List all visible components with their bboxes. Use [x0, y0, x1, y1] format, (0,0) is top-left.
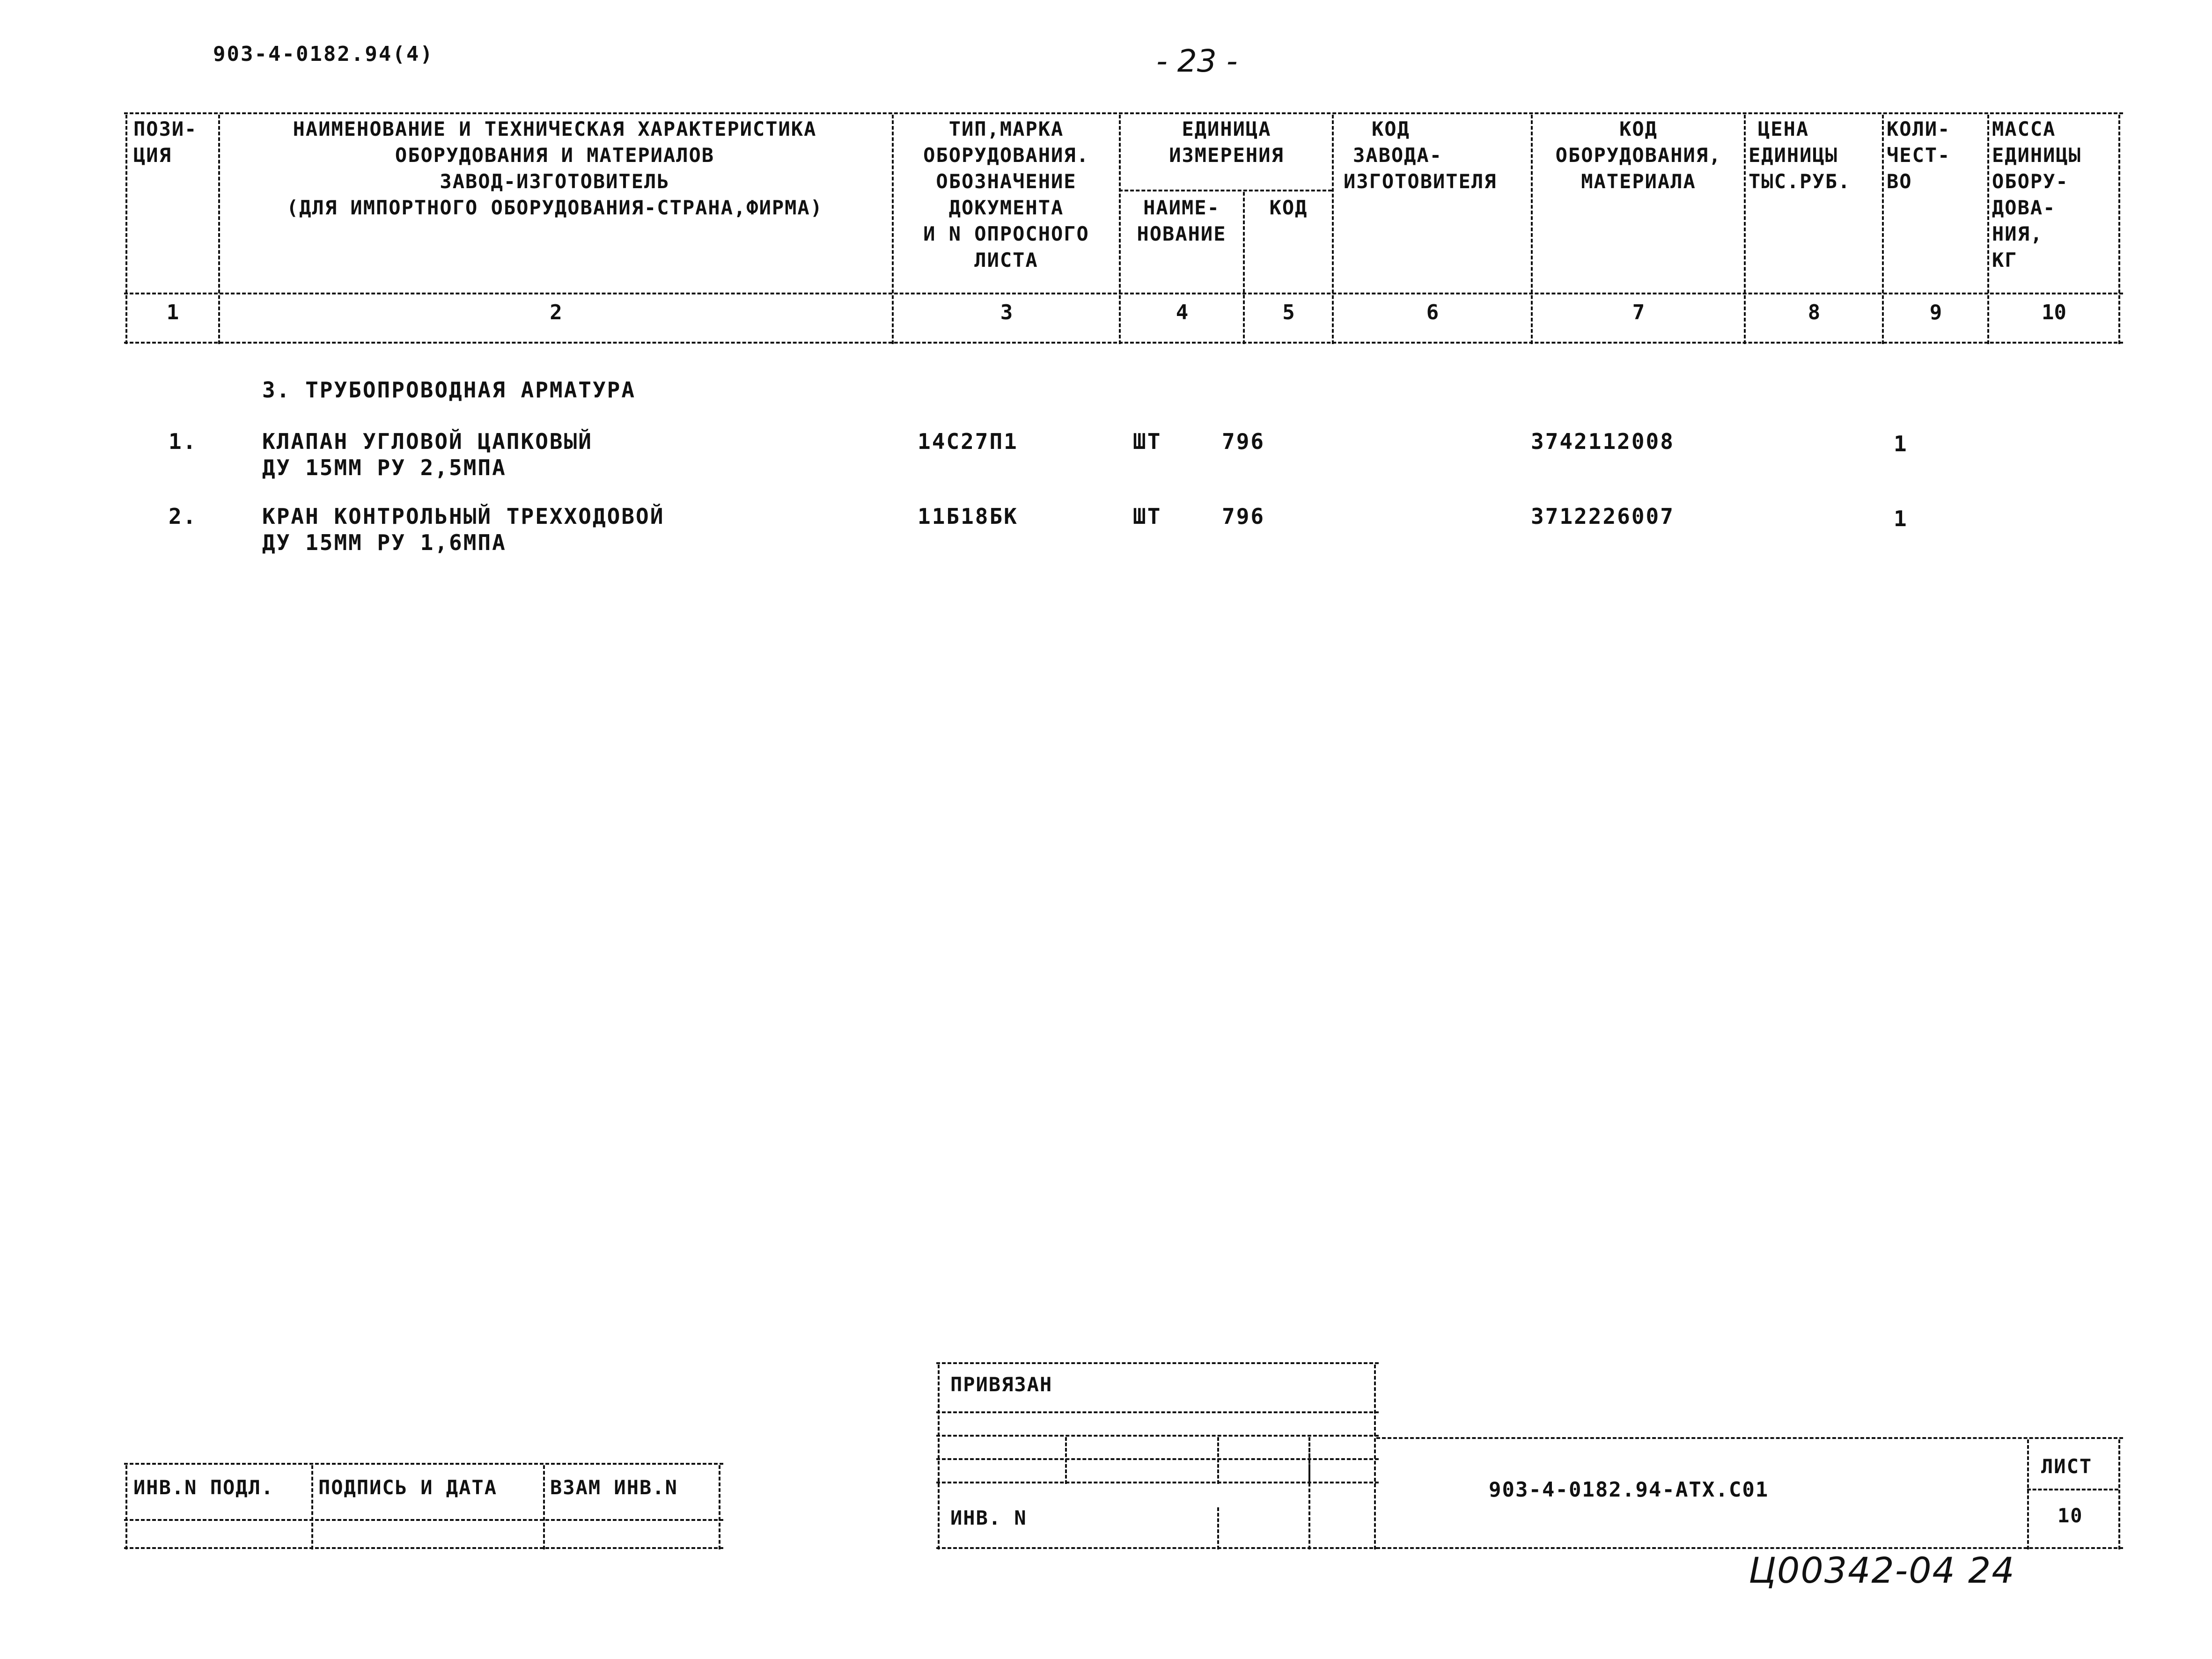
- header-equipment-code: КОД ОБОРУДОВАНИЯ, МАТЕРИАЛА: [1555, 117, 1722, 193]
- row-name: КРАН КОНТРОЛЬНЫЙ ТРЕХХОДОВОЙ ДУ 15ММ РУ 1,6МПА: [262, 504, 665, 555]
- page-number: - 23 -: [1156, 43, 1238, 79]
- row-position: 2.: [169, 504, 198, 529]
- header-manufacturer-code: КОД ЗАВОДА- ИЗГОТОВИТЕЛЯ: [1344, 117, 1497, 193]
- stamp-replaced-inv: ВЗАМ ИНВ.N: [550, 1476, 678, 1499]
- header-type: ТИП,МАРКА ОБОРУДОВАНИЯ. ОБОЗНАЧЕНИЕ ДОКУМЕНТА И N ОПРОСНОГО ЛИСТА: [923, 117, 1089, 272]
- header-unit-code: КОД: [1269, 196, 1308, 219]
- stamp-inv-number: ИНВ. N: [950, 1506, 1027, 1529]
- column-number: 1: [166, 301, 179, 324]
- header-name: НАИМЕНОВАНИЕ И ТЕХНИЧЕСКАЯ ХАРАКТЕРИСТИКА ОБОРУДОВАНИЯ И МАТЕРИАЛОВ ЗАВОД-ИЗГОТОВИТЕЛЬ (ДЛЯ ИМПОРТНОГО ОБОРУДОВАНИЯ-СТРАНА,ФИРМА): [286, 117, 823, 219]
- column-number: 10: [2042, 301, 2066, 324]
- row-unit-code: 796: [1222, 504, 1265, 529]
- row-type: 11Б18БК: [918, 504, 1018, 529]
- column-number: 7: [1632, 301, 1645, 324]
- header-mass: МАССА ЕДИНИЦЫ ОБОРУ- ДОВА- НИЯ, КГ: [1992, 117, 2082, 272]
- row-name: КЛАПАН УГЛОВОЙ ЦАПКОВЫЙ ДУ 15ММ РУ 2,5МПА: [262, 429, 593, 480]
- header-quantity: КОЛИ- ЧЕСТ- ВО: [1887, 117, 1951, 193]
- column-number: 8: [1808, 301, 1821, 324]
- row-quantity: 1: [1894, 506, 1908, 531]
- stamp-privyazan: ПРИВЯЗАН: [950, 1373, 1053, 1396]
- document-code-top: 903-4-0182.94(4): [213, 42, 434, 66]
- column-number: 5: [1282, 301, 1295, 324]
- section-title: 3. ТРУБОПРОВОДНАЯ АРМАТУРА: [262, 377, 636, 403]
- stamp-document-code: 903-4-0182.94-АТХ.С01: [1489, 1478, 1769, 1502]
- stamp-inv-original: ИНВ.N ПОДЛ.: [133, 1476, 274, 1499]
- stamp-sheet-label: ЛИСТ: [2041, 1455, 2093, 1478]
- row-position: 1.: [169, 429, 198, 454]
- stamp-sheet-number: 10: [2058, 1504, 2083, 1527]
- row-equipment-code: 3712226007: [1531, 504, 1675, 529]
- row-unit-name: ШТ: [1133, 429, 1162, 454]
- row-unit-name: ШТ: [1133, 504, 1162, 529]
- header-unit-group: ЕДИНИЦА ИЗМЕРЕНИЯ: [1169, 117, 1284, 167]
- header-price: ЦЕНА ЕДИНИЦЫ ТЫС.РУБ.: [1749, 117, 1851, 193]
- row-quantity: 1: [1894, 431, 1908, 456]
- column-number: 2: [550, 301, 562, 324]
- header-unit-name: НАИМЕ- НОВАНИЕ: [1137, 196, 1227, 245]
- column-number: 4: [1176, 301, 1189, 324]
- row-type: 14С27П1: [918, 429, 1018, 454]
- handwritten-archive-code: Ц00342-04 24: [1749, 1549, 2015, 1591]
- column-number: 6: [1426, 301, 1439, 324]
- header-position: ПОЗИ- ЦИЯ: [133, 117, 198, 167]
- row-unit-code: 796: [1222, 429, 1265, 454]
- column-number: 3: [1000, 301, 1013, 324]
- row-equipment-code: 3742112008: [1531, 429, 1675, 454]
- column-number: 9: [1929, 301, 1942, 324]
- stamp-signature-date: ПОДПИСЬ И ДАТА: [318, 1476, 498, 1499]
